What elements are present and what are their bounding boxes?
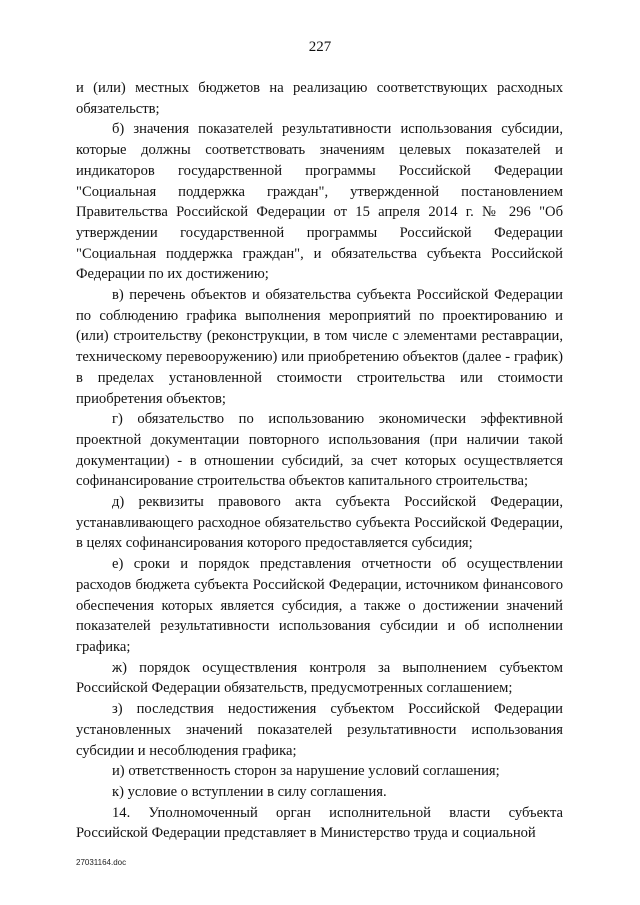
paragraph-section-14: 14. Уполномоченный орган исполнительной власти субъекта Российской Федерации представляет в Министерство труда и социальной — [76, 804, 563, 842]
page-number: 227 — [308, 39, 332, 55]
paragraph-item-b: б) значения показателей результативности использования субсидии, которые должны соответствовать значениям целевых показателей и индикаторов государственной программы Российской Федерации "Социальная поддержка граждан", утвержденной постановлением Правительства Российской Федерации от 15 апреля 2014 г. № 296 "Об утверждении государственной программы Российской Федерации "Социальная поддержка граждан", и обязательства субъекта Российской Федерации по их достижению; — [76, 121, 563, 283]
paragraph-item-v: в) перечень объектов и обязательства субъекта Российской Федерации по соблюдению графика выполнения мероприятий по проектированию и (или) строительству (реконструкции, в том числе с элементами реставрации, техническому перевооружению) или приобретению объектов (далее - график) в пределах установленной стоимости строительства или стоимости приобретения объектов; — [76, 287, 563, 407]
paragraph-item-d: д) реквизиты правового акта субъекта Российской Федерации, устанавливающего расходное обязательство субъекта Российской Федерации, в целях софинансирования которого предоставляется субсидия; — [76, 494, 563, 552]
paragraph-item-z: з) последствия недостижения субъектом Российской Федерации установленных значений показателей результативности использования субсидии и несоблюдения графика; — [76, 701, 563, 759]
paragraph-continuation: и (или) местных бюджетов на реализацию соответствующих расходных обязательств; — [76, 80, 563, 117]
file-name-footer: 27031164.doc — [76, 858, 127, 867]
paragraph-item-k: к) условие о вступлении в силу соглашения. — [112, 783, 387, 800]
paragraph-item-zh: ж) порядок осуществления контроля за выполнением субъектом Российской Федерации обязательств, предусмотренных соглашением; — [76, 659, 563, 697]
paragraph-item-i: и) ответственность сторон за нарушение условий соглашения; — [112, 763, 500, 780]
paragraph-item-g: г) обязательство по использованию экономически эффективной проектной документации повторного использования (при наличии такой документации) - в отношении субсидий, за счет которых осуществляется софинансирование строительства объектов капитального строительства; — [76, 411, 563, 490]
document-body — [76, 78, 563, 844]
paragraph-item-e: е) сроки и порядок представления отчетности об осуществлении расходов бюджета субъекта Российской Федерации, источником финансового обеспечения которых является субсидия, а также о достижении значений показателей результативности использования субсидии и об исполнении графика; — [76, 556, 563, 655]
